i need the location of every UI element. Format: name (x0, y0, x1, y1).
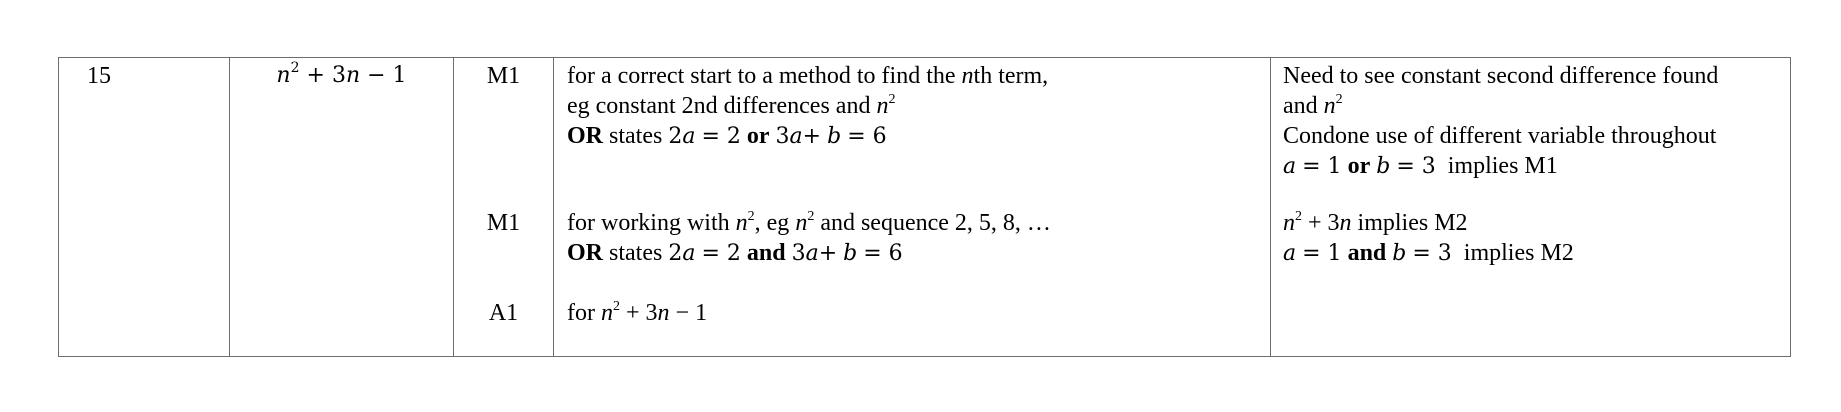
mark-scheme-table (58, 57, 1791, 357)
table-row (59, 58, 1791, 357)
note-line: Condone use of different variable throughout (1283, 123, 1717, 149)
guidance-line: for working with $n^2$, eg $n^2$ and sequence 2, 5, 8, … (567, 209, 1051, 236)
mark-m1-first: M1 (486, 63, 521, 89)
mark-guidance-cell (554, 58, 1271, 357)
question-number-cell (59, 58, 230, 357)
notes-m1-first (1283, 61, 1784, 182)
marks-cell (454, 58, 554, 357)
additional-guidance-cell (1271, 58, 1791, 357)
guidance-m1-second (567, 208, 1262, 269)
guidance-line: for a correct start to a method to find the nth term, (567, 63, 1049, 89)
note-line: $n^2 + 3n$ implies M2 (1283, 209, 1468, 236)
guidance-a1 (567, 298, 1262, 328)
guidance-line: OR states 2a = 2 and 3a+ b = 6 (567, 240, 903, 266)
guidance-m1-first (567, 61, 1262, 152)
mark-m1-second: M1 (486, 210, 521, 236)
answer: $n^2 + 3n - 1$ (276, 60, 407, 88)
guidance-line: eg constant 2nd differences and $n^2$ (567, 92, 896, 119)
guidance-line: for $n^2 + 3n - 1$ (567, 299, 708, 326)
answer-cell (230, 58, 454, 357)
question-number: 15 (87, 63, 111, 89)
notes-m1-second (1283, 208, 1784, 269)
note-line: Need to see constant second difference found (1283, 63, 1719, 89)
note-line: and $n^2$ (1283, 92, 1343, 119)
guidance-line: OR states 2a = 2 or 3a+ b = 6 (567, 123, 887, 149)
mark-a1: A1 (488, 300, 519, 326)
note-line: a = 1 or b = 3 implies M1 (1283, 153, 1558, 179)
note-line: a = 1 and b = 3 implies M2 (1283, 240, 1574, 266)
